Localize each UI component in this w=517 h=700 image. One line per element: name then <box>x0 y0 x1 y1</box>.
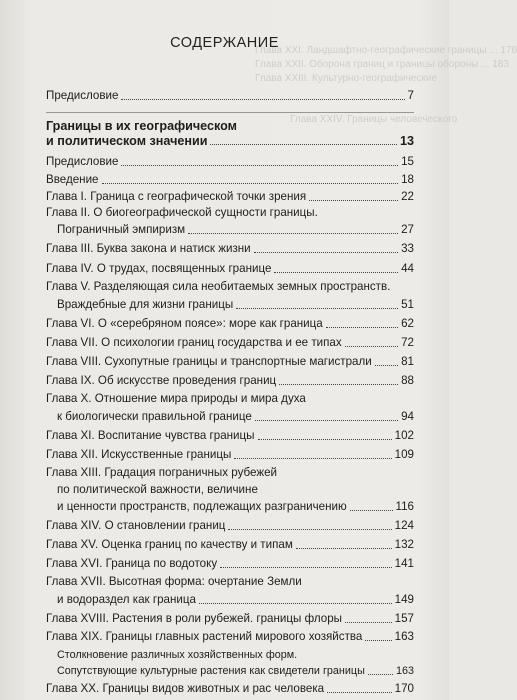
bleed-through-line: Глава XXIII. Культурно-географические <box>255 73 437 84</box>
dot-leader <box>279 384 398 385</box>
toc-label: Предисловие <box>46 155 119 168</box>
toc-page-number: 170 <box>394 682 414 695</box>
toc-subentry-label: Столкновение различных хозяйственных форм. <box>57 649 298 661</box>
toc-label: Глава I. Граница с географической точки зрения <box>46 190 307 203</box>
toc-entry-front-preface[interactable] <box>46 89 414 103</box>
toc-entry[interactable] <box>57 223 414 237</box>
bleed-through-line: Глава XXII. Оборона границ и границы обороны ... 183 <box>255 59 509 70</box>
dot-leader <box>365 640 391 641</box>
toc-page-number: 132 <box>394 538 414 551</box>
toc-subentry-line <box>57 649 414 662</box>
dot-leader <box>228 529 391 530</box>
toc-label: Глава IX. Об искусстве проведения границ <box>46 374 277 387</box>
toc-entry[interactable] <box>46 355 414 369</box>
toc-label-cont: по политической важности, величине <box>57 483 258 496</box>
toc-entry[interactable] <box>46 336 414 350</box>
toc-label-cont: Пограничный эмпиризм <box>57 223 186 236</box>
dot-leader <box>121 165 398 166</box>
toc-page-number: 102 <box>394 429 414 442</box>
dot-leader <box>234 458 391 459</box>
toc-page-number: 94 <box>401 410 414 423</box>
bleed-through-line: Глава XXI. Ландшафтно-географические границы ... 176 <box>255 45 517 56</box>
toc-page-number: 163 <box>395 665 414 677</box>
toc-page-number: 33 <box>401 242 414 255</box>
toc-page-number: 157 <box>394 612 414 625</box>
toc-entry[interactable] <box>57 500 414 514</box>
toc-label: Глава VII. О психологии границ государства и ее типах <box>46 336 342 349</box>
toc-entry[interactable] <box>46 538 414 552</box>
toc-page-number: 51 <box>401 298 414 311</box>
toc-label-cont: и водораздел как граница <box>57 593 196 606</box>
toc-entry[interactable] <box>57 298 414 312</box>
toc-label: Глава XIX. Границы главных растений мирового хозяйства <box>46 630 363 643</box>
toc-entry[interactable] <box>46 155 414 169</box>
toc-label: Глава XV. Оценка границ по качеству и типам <box>46 538 293 551</box>
dot-leader <box>258 439 392 440</box>
toc-label: Глава XIII. Градация пограничных рубежей <box>46 466 278 479</box>
dot-leader <box>121 99 404 100</box>
toc-label-cont: к биологически правильной границе <box>57 410 252 423</box>
toc-entry[interactable] <box>46 262 414 276</box>
toc-entry[interactable] <box>46 317 414 331</box>
toc-label-cont: и ценности пространств, подлежащих разграничению <box>57 500 347 513</box>
dot-leader <box>210 144 397 145</box>
toc-entry[interactable] <box>57 410 414 424</box>
divider <box>46 112 414 113</box>
toc-page-number: 163 <box>394 630 414 643</box>
toc-subentry-label: Сопутствующие культурные растения как свидетели границы <box>57 665 365 677</box>
toc-page-number: 22 <box>401 190 414 203</box>
toc-label: Глава V. Разделяющая сила необитаемых земных пространств. <box>46 280 391 293</box>
toc-label: Введение <box>46 173 99 186</box>
toc-label: Предисловие <box>46 89 119 102</box>
toc-page-number: 149 <box>394 593 414 606</box>
toc-page-number: 18 <box>401 173 414 186</box>
dot-leader <box>296 548 392 549</box>
dot-leader <box>327 692 392 693</box>
toc-page-number: 13 <box>399 134 414 148</box>
toc-label: Глава XVIII. Растения в роли рубежей. границы флоры <box>46 612 342 625</box>
dot-leader <box>199 603 392 604</box>
toc-entry[interactable] <box>46 448 414 462</box>
toc-label: Глава XIV. О становлении границ <box>46 519 226 532</box>
toc-label: Глава III. Буква закона и натиск жизни <box>46 242 251 255</box>
dot-leader <box>309 200 398 201</box>
toc-label: Глава IV. О трудах, посвященных границе <box>46 262 272 275</box>
toc-entry[interactable] <box>46 682 414 696</box>
part-title: Границы в их географическом <box>46 119 237 133</box>
toc-page-number: 72 <box>401 336 414 349</box>
dot-leader <box>274 272 398 273</box>
toc-page-number: 141 <box>394 557 414 570</box>
toc-label: Глава XX. Границы видов животных и рас человека <box>46 682 325 695</box>
toc-label: Глава VIII. Сухопутные границы и транспортные магистрали <box>46 355 372 368</box>
toc-label: Глава XVI. Граница по водотоку <box>46 557 218 570</box>
toc-label: Глава XI. Воспитание чувства границы <box>46 429 255 442</box>
toc-entry-part[interactable] <box>46 134 414 148</box>
toc-label: Глава XVII. Высотная форма: очертание Земли <box>46 575 302 588</box>
page-title: СОДЕРЖАНИЕ <box>170 35 279 51</box>
toc-entry[interactable] <box>57 593 414 607</box>
toc-page-number: 124 <box>394 519 414 532</box>
toc-label: и политическом значении <box>46 134 208 148</box>
toc-label: Глава X. Отношение мира природы и мира духа <box>46 392 306 405</box>
toc-entry[interactable] <box>46 190 414 204</box>
dot-leader <box>375 365 398 366</box>
toc-page-number: 44 <box>401 262 414 275</box>
toc-page-number: 7 <box>407 89 414 102</box>
toc-label: Глава VI. О «серебряном поясе»: море как граница <box>46 317 323 330</box>
dot-leader <box>326 327 398 328</box>
toc-entry[interactable] <box>46 173 414 187</box>
dot-leader <box>255 420 398 421</box>
toc-label-cont: Враждебные для жизни границы <box>57 298 234 311</box>
dot-leader <box>345 622 392 623</box>
dot-leader <box>254 252 398 253</box>
toc-entry[interactable] <box>46 557 414 571</box>
dot-leader <box>102 183 399 184</box>
toc-page-number: 62 <box>401 317 414 330</box>
toc-entry[interactable] <box>46 612 414 626</box>
dot-leader <box>368 674 393 675</box>
toc-page-number: 116 <box>395 500 414 513</box>
toc-page-number: 109 <box>394 448 414 461</box>
toc-entry[interactable] <box>46 519 414 533</box>
dot-leader <box>350 510 393 511</box>
dot-leader <box>220 567 392 568</box>
toc-page-number: 81 <box>401 355 414 368</box>
toc-page-number: 27 <box>401 223 414 236</box>
toc-subentry[interactable] <box>57 665 414 678</box>
toc-entry[interactable] <box>46 374 414 388</box>
toc-entry[interactable] <box>46 630 414 644</box>
toc-entry[interactable] <box>46 242 414 256</box>
toc-entry[interactable] <box>46 429 414 443</box>
toc-page-number: 88 <box>401 374 414 387</box>
dot-leader <box>345 346 398 347</box>
toc-label: Глава XII. Искусственные границы <box>46 448 232 461</box>
dot-leader <box>188 233 398 234</box>
dot-leader <box>236 308 398 309</box>
toc-page-number: 15 <box>401 155 414 168</box>
bleed-through-line: Глава XXIV. Границы человеческого <box>290 114 458 125</box>
toc-label: Глава II. О биогеографической сущности границы. <box>46 206 318 219</box>
